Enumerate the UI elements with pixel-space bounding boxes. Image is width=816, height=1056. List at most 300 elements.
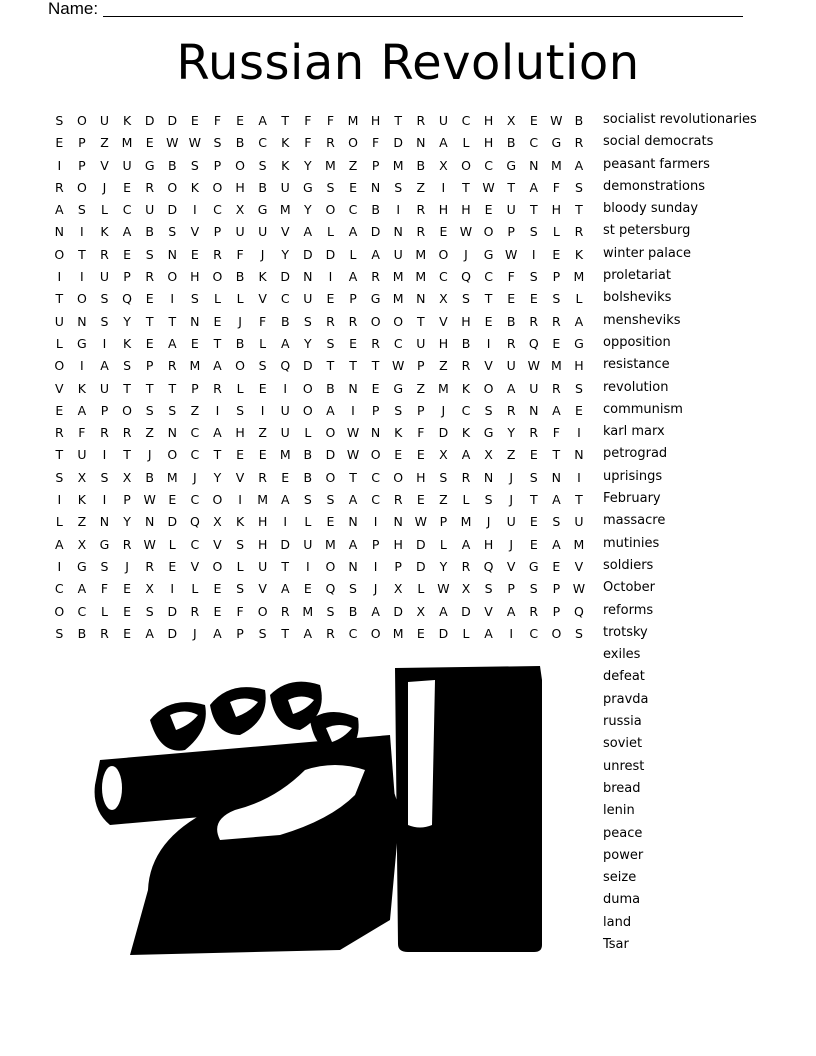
grid-letter: P (394, 558, 402, 574)
grid-letter: G (370, 291, 381, 307)
grid-letter: T (145, 313, 154, 329)
grid-letter: H (370, 113, 381, 128)
grid-letter: I (531, 246, 536, 262)
word-list-item: lenin (603, 803, 635, 819)
grid-letter: E (123, 179, 132, 195)
grid-letter: X (461, 581, 471, 597)
grid-letter: J (509, 536, 514, 552)
grid-letter: Z (145, 425, 154, 441)
grid-letter: N (303, 269, 313, 285)
grid-letter: K (461, 380, 471, 396)
grid-letter: Z (258, 425, 267, 441)
word-list-item: mensheviks (603, 312, 681, 328)
grid-letter: U (99, 380, 110, 396)
grid-letter: V (235, 469, 245, 485)
word-list-item: winter palace (603, 245, 691, 261)
grid-letter: N (393, 224, 403, 240)
grid-letter: X (145, 581, 154, 597)
grid-letter: V (258, 581, 267, 597)
grid-letter: N (190, 313, 200, 329)
grid-letter: A (77, 581, 87, 597)
grid-letter: E (213, 603, 222, 619)
grid-letter: B (416, 157, 426, 173)
grid-letter: A (213, 625, 222, 641)
grid-letter: R (416, 113, 426, 128)
grid-letter: X (506, 113, 516, 128)
grid-letter: E (416, 447, 425, 463)
grid-letter: R (145, 179, 155, 195)
grid-letter: U (529, 380, 539, 396)
grid-letter: P (371, 536, 380, 552)
word-list-item: bolsheviks (603, 290, 672, 306)
grid-letter: L (101, 202, 108, 218)
grid-letter: C (77, 603, 87, 619)
word-list-item: social democrats (603, 134, 714, 150)
grid-letter: T (349, 358, 357, 374)
grid-letter: I (486, 335, 491, 351)
grid-letter: R (371, 269, 380, 285)
grid-letter: P (213, 224, 222, 240)
word-list-item: uprisings (603, 468, 663, 484)
word-list-item: defeat (603, 669, 645, 685)
grid-letter: M (550, 358, 562, 374)
grid-letter: S (190, 157, 199, 173)
grid-letter: A (100, 358, 109, 374)
grid-letter: F (78, 425, 86, 441)
grid-letter: C (529, 625, 539, 641)
grid-letter: O (167, 269, 178, 285)
grid-letter: O (348, 135, 358, 151)
grid-letter: P (507, 581, 515, 597)
grid-letter: P (191, 380, 199, 396)
grid-letter: S (303, 313, 312, 329)
grid-letter: T (575, 202, 583, 218)
grid-letter: B (167, 157, 177, 173)
grid-letter: S (100, 558, 109, 574)
grid-letter: S (529, 269, 538, 285)
grid-letter: X (439, 447, 448, 463)
grid-letter: M (437, 380, 449, 396)
grid-letter: B (77, 625, 87, 641)
grid-letter: W (346, 425, 360, 441)
grid-letter: U (506, 202, 516, 218)
grid-letter: S (326, 492, 335, 508)
grid-letter: C (190, 536, 200, 552)
grid-letter: O (325, 425, 336, 441)
grid-letter: F (507, 269, 515, 285)
grid-letter: P (417, 402, 425, 418)
grid-letter: R (552, 313, 561, 329)
grid-letter: E (529, 447, 538, 463)
grid-letter: M (189, 358, 201, 374)
grid-letter: S (168, 224, 177, 240)
grid-letter: O (167, 179, 178, 195)
grid-letter: E (552, 335, 561, 351)
grid-letter: T (168, 380, 177, 396)
grid-letter: E (552, 246, 561, 262)
grid-letter: S (303, 492, 312, 508)
grid-letter: A (574, 313, 584, 329)
grid-letter: Z (77, 514, 87, 530)
grid-letter: X (439, 291, 448, 307)
grid-letter: U (280, 179, 290, 195)
grid-letter: O (370, 447, 381, 463)
grid-letter: J (238, 313, 242, 329)
grid-letter: B (145, 224, 154, 240)
grid-letter: N (167, 425, 177, 441)
grid-letter: R (416, 224, 426, 240)
grid-letter: N (393, 514, 403, 530)
grid-letter: B (326, 380, 335, 396)
grid-letter: I (80, 224, 84, 240)
grid-letter: J (509, 492, 514, 508)
grid-letter: C (190, 492, 200, 508)
grid-letter: E (281, 469, 290, 485)
grid-letter: T (394, 113, 403, 128)
word-list-item: opposition (603, 334, 671, 350)
grid-letter: R (122, 425, 132, 441)
grid-letter: U (506, 514, 516, 530)
grid-letter: M (392, 157, 404, 173)
grid-letter: T (529, 492, 538, 508)
grid-letter: E (55, 135, 64, 151)
word-list-item: massacre (603, 513, 666, 529)
grid-letter: K (281, 135, 290, 151)
grid-letter: Q (325, 581, 336, 597)
grid-letter: S (168, 402, 177, 418)
grid-letter: A (552, 492, 561, 508)
grid-letter: A (439, 135, 448, 151)
grid-letter: S (190, 291, 199, 307)
grid-letter: E (190, 113, 199, 128)
grid-letter: S (100, 313, 109, 329)
grid-letter: L (191, 581, 199, 597)
grid-letter: E (190, 246, 199, 262)
grid-letter: E (326, 514, 335, 530)
grid-letter: G (257, 202, 268, 218)
grid-letter: S (123, 358, 132, 374)
grid-letter: M (121, 135, 133, 151)
word-list-item: reforms (603, 602, 654, 618)
grid-letter: L (462, 625, 470, 641)
grid-letter: S (145, 603, 154, 619)
grid-letter: C (461, 113, 471, 128)
grid-letter: M (279, 202, 291, 218)
grid-letter: Z (439, 492, 448, 508)
grid-letter: D (461, 603, 471, 619)
grid-letter: A (348, 269, 358, 285)
grid-letter: N (77, 313, 87, 329)
grid-letter: R (280, 603, 290, 619)
grid-letter: A (552, 536, 561, 552)
grid-letter: S (484, 492, 493, 508)
grid-letter: I (305, 558, 310, 574)
grid-letter: T (507, 179, 515, 195)
grid-letter: A (77, 402, 87, 418)
word-list (603, 109, 803, 956)
grid-letter: C (190, 447, 200, 463)
grid-letter: R (326, 135, 335, 151)
grid-letter: S (258, 625, 267, 641)
grid-letter: J (441, 402, 446, 418)
grid-letter: C (258, 135, 267, 151)
grid-letter: D (325, 447, 336, 463)
grid-letter: I (170, 291, 175, 307)
grid-letter: Y (123, 313, 131, 329)
grid-letter: O (76, 113, 87, 128)
grid-letter: B (235, 335, 245, 351)
grid-letter: E (168, 558, 177, 574)
grid-letter: A (484, 625, 493, 641)
grid-letter: O (325, 202, 336, 218)
word-list-item: russia (603, 714, 642, 730)
grid-letter: X (77, 536, 87, 552)
grid-letter: Y (304, 335, 312, 351)
grid-letter: O (54, 246, 65, 262)
grid-letter: U (280, 402, 290, 418)
grid-letter: R (100, 246, 109, 262)
word-list-item: proletariat (603, 268, 671, 284)
grid-letter: F (213, 113, 222, 128)
grid-letter: J (464, 246, 468, 262)
grid-letter: D (393, 135, 404, 151)
grid-letter: Q (189, 514, 200, 530)
grid-letter: F (552, 179, 560, 195)
grid-letter: H (235, 179, 245, 195)
grid-letter: E (123, 603, 132, 619)
grid-letter: O (325, 469, 336, 485)
word-list-item: soldiers (603, 557, 654, 573)
grid-letter: F (236, 246, 244, 262)
grid-letter: Y (304, 202, 312, 218)
grid-letter: Z (416, 179, 426, 195)
grid-letter: V (100, 157, 109, 173)
grid-letter: U (506, 358, 516, 374)
grid-letter: I (328, 269, 333, 285)
grid-letter: Q (461, 269, 471, 285)
grid-letter: L (213, 291, 221, 307)
grid-letter: F (100, 581, 109, 597)
grid-letter: M (573, 269, 585, 285)
grid-letter: F (326, 113, 335, 128)
grid-letter: U (122, 157, 132, 173)
grid-letter: Y (304, 157, 312, 173)
grid-letter: U (393, 246, 403, 262)
grid-letter: S (326, 335, 335, 351)
grid-letter: N (574, 447, 584, 463)
grid-letter: D (303, 246, 313, 262)
grid-letter: L (236, 558, 244, 574)
grid-letter: L (236, 380, 244, 396)
grid-letter: V (190, 224, 200, 240)
grid-letter: C (484, 269, 493, 285)
grid-letter: A (213, 425, 222, 441)
grid-letter: N (167, 246, 177, 262)
grid-letter: I (80, 358, 84, 374)
grid-letter: E (349, 179, 357, 195)
grid-letter: I (102, 335, 107, 351)
grid-letter: V (258, 291, 267, 307)
grid-letter: A (552, 402, 561, 418)
grid-letter: L (575, 291, 583, 307)
grid-letter: P (123, 269, 131, 285)
grid-letter: U (574, 514, 584, 530)
grid-letter: P (78, 135, 86, 151)
grid-letter: C (439, 269, 448, 285)
grid-letter: H (257, 514, 268, 530)
grid-letter: O (325, 558, 336, 574)
grid-letter: R (54, 425, 64, 441)
grid-letter: L (304, 514, 312, 530)
grid-letter: R (326, 625, 335, 641)
grid-letter: I (102, 447, 107, 463)
grid-letter: D (167, 113, 178, 128)
grid-letter: R (371, 335, 380, 351)
grid-letter: H (483, 135, 494, 151)
grid-letter: S (77, 202, 86, 218)
grid-letter: Z (416, 380, 426, 396)
grid-letter: T (55, 291, 64, 307)
word-list-item: duma (603, 892, 641, 908)
grid-letter: I (102, 492, 107, 508)
grid-letter: I (80, 269, 84, 285)
grid-letter: O (76, 179, 87, 195)
grid-letter: J (486, 514, 491, 530)
grid-letter: T (371, 358, 380, 374)
grid-letter: I (351, 402, 355, 418)
grid-letter: S (484, 402, 493, 418)
grid-letter: G (144, 157, 155, 173)
grid-letter: M (573, 536, 585, 552)
word-search-grid (48, 110, 591, 645)
grid-letter: O (483, 380, 494, 396)
grid-letter: B (303, 447, 313, 463)
grid-letter: A (506, 603, 516, 619)
grid-letter: L (462, 135, 470, 151)
grid-letter: S (55, 625, 64, 641)
grid-letter: P (100, 402, 109, 418)
grid-letter: H (190, 269, 200, 285)
word-list-item: st petersburg (603, 223, 691, 239)
word-list-item: resistance (603, 357, 670, 373)
grid-letter: V (484, 603, 493, 619)
grid-letter: D (280, 536, 291, 552)
grid-letter: N (348, 380, 358, 396)
grid-letter: J (509, 469, 514, 485)
grid-letter: R (213, 380, 222, 396)
grid-letter: B (506, 313, 516, 329)
grid-letter: T (145, 380, 154, 396)
grid-letter: A (461, 447, 471, 463)
grid-letter: O (235, 358, 245, 374)
grid-letter: L (552, 224, 560, 240)
grid-letter: J (260, 246, 265, 262)
word-list-item: demonstrations (603, 178, 705, 194)
grid-letter: E (145, 335, 154, 351)
grid-letter: R (213, 246, 222, 262)
grid-letter: W (550, 113, 563, 128)
grid-letter: S (394, 402, 403, 418)
grid-letter: O (302, 402, 313, 418)
grid-letter: P (123, 492, 131, 508)
grid-letter: A (258, 113, 267, 128)
grid-letter: C (371, 469, 380, 485)
grid-letter: R (100, 625, 109, 641)
grid-letter: X (416, 603, 426, 619)
grid-letter: R (461, 358, 471, 374)
grid-letter: O (212, 179, 223, 195)
grid-letter: E (529, 291, 538, 307)
grid-letter: W (143, 492, 156, 508)
grid-letter: J (147, 447, 152, 463)
grid-letter: P (552, 269, 561, 285)
word-list-item: bloody sunday (603, 201, 699, 217)
name-label: Name: (48, 0, 99, 18)
grid-letter: S (55, 469, 64, 485)
grid-letter: S (145, 402, 154, 418)
grid-letter: R (145, 558, 155, 574)
grid-letter: T (281, 625, 290, 641)
grid-letter: M (257, 492, 269, 508)
word-list-item: peasant farmers (603, 156, 710, 172)
grid-letter: S (484, 581, 493, 597)
grid-letter: S (326, 603, 335, 619)
grid-letter: U (280, 425, 290, 441)
grid-letter: K (461, 425, 471, 441)
grid-letter: P (371, 157, 380, 173)
grid-letter: I (283, 380, 288, 396)
grid-letter: L (236, 291, 244, 307)
grid-letter: H (257, 536, 268, 552)
word-list-item: communism (603, 401, 683, 417)
grid-letter: Y (213, 469, 222, 485)
grid-letter: E (258, 380, 267, 396)
grid-letter: D (167, 202, 178, 218)
grid-letter: L (439, 536, 447, 552)
grid-letter: C (461, 402, 471, 418)
grid-letter: M (302, 603, 314, 619)
grid-letter: A (167, 335, 177, 351)
grid-letter: L (462, 492, 470, 508)
grid-letter: U (54, 313, 64, 329)
grid-letter: M (325, 536, 336, 552)
grid-letter: I (283, 514, 288, 530)
grid-letter: W (414, 514, 427, 530)
grid-letter: D (167, 514, 178, 530)
grid-letter: E (236, 113, 244, 128)
grid-letter: S (552, 291, 561, 307)
grid-letter: B (348, 603, 358, 619)
grid-letter: U (416, 335, 426, 351)
grid-letter: T (552, 447, 561, 463)
grid-letter: D (438, 625, 449, 641)
grid-letter: A (348, 536, 358, 552)
grid-letter: H (551, 202, 562, 218)
grid-letter: O (393, 313, 404, 329)
grid-letter: W (482, 179, 495, 195)
grid-letter: E (349, 335, 357, 351)
name-field[interactable] (48, 0, 748, 20)
grid-letter: S (529, 469, 538, 485)
grid-letter: G (483, 425, 494, 441)
grid-letter: V (574, 558, 584, 574)
grid-letter: K (574, 246, 584, 262)
grid-letter: M (166, 469, 178, 485)
grid-letter: T (123, 447, 131, 463)
grid-letter: A (439, 603, 448, 619)
grid-letter: C (280, 291, 290, 307)
grid-letter: I (509, 625, 514, 641)
